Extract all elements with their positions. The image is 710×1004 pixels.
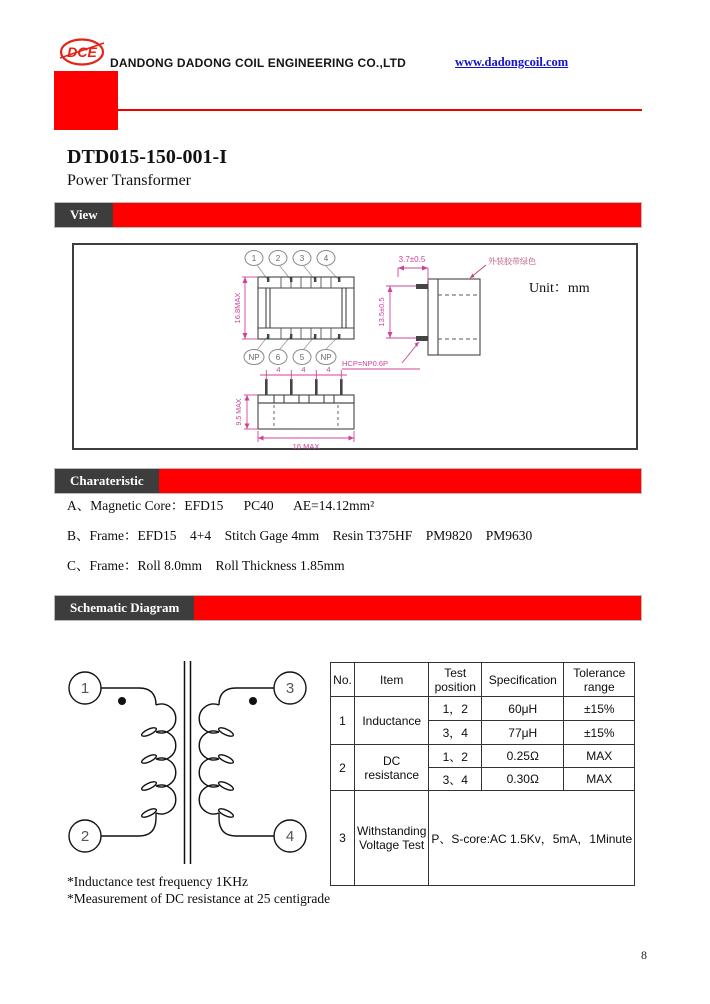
tape-note [470,256,536,278]
bottom-outline [258,395,354,429]
cell-specification: 77μH [482,721,564,745]
terminal-labels [81,680,294,845]
side-pins [416,284,428,341]
characteristic-line-a: A、Magnetic Core：EFD15 PC40 AE=14.12mm² [67,498,375,513]
pin-marks [267,277,340,339]
page-number: 8 [641,948,647,962]
cell-specification: 0.25Ω [482,745,564,768]
front-height-dimension [233,277,258,339]
svg-text:NP: NP [248,353,260,362]
cell-tolerance: ±15% [564,697,635,721]
svg-text:外装胶带绿色: 外装胶带绿色 [488,257,536,266]
characteristic-line-b: B、Frame：EFD15 4+4 Stitch Gage 4mm Resin T375HF PM9820 PM9630 [67,528,533,543]
view-drawing-box [72,243,638,450]
svg-text:DCE: DCE [67,44,97,60]
row-no: 2 [331,745,355,791]
col-header-tolerance-range: Tolerance range [564,663,635,697]
cell-test-position: 3、4 [429,768,482,791]
svg-text:4: 4 [285,828,295,845]
table-row [331,791,635,886]
cell-test-position: 1、2 [429,745,482,768]
col-header-specification: Specification [482,663,564,697]
svg-text:4: 4 [301,365,306,374]
side-height-dimension [377,286,416,338]
flange-ticks [281,277,331,339]
pin-pitch-dimension [260,365,347,380]
bottom-height-dimension [236,395,258,429]
cell-tolerance: MAX [564,768,635,791]
cell-specification: 60μH [482,697,564,721]
svg-text:4: 4 [326,365,331,374]
cell-tolerance: MAX [564,745,635,768]
svg-text:6: 6 [275,353,281,362]
terminal-circles [69,672,306,852]
secondary-winding [199,688,274,836]
cell-specification: 0.30Ω [482,768,564,791]
section-bar-schematic [54,595,642,621]
bottom-pins [265,379,343,395]
svg-text:2: 2 [80,828,90,845]
svg-text:3: 3 [299,254,305,263]
cell-test-position: 3，4 [429,721,482,745]
transformer-core-lines [185,661,191,864]
svg-text:5: 5 [299,353,305,362]
website-link[interactable]: www.dadongcoil.com [455,55,569,69]
primary-winding [101,688,176,836]
cell-withstanding-spec: P、S-core:AC 1.5Kv，5mA，1Minute [429,791,635,886]
note-inductance-frequency: *Inductance test frequency 1KHz [67,874,249,889]
unit-label: Unit：mm [529,281,590,296]
schematic-diagram [60,655,315,870]
svg-text:13.5±0.5: 13.5±0.5 [377,297,386,327]
side-outline [428,279,480,355]
row-item: Withstanding Voltage Test [355,791,429,886]
svg-text:1: 1 [251,254,257,263]
table-header-row [331,663,635,697]
svg-text:3: 3 [285,680,295,697]
svg-text:4: 4 [323,254,329,263]
svg-text:NP: NP [320,353,332,362]
row-no: 1 [331,697,355,745]
header-rule [118,109,642,111]
svg-text:1: 1 [80,680,90,697]
red-accent-block [54,71,118,130]
dce-logo-icon [58,34,106,70]
cell-test-position: 1，2 [429,697,482,721]
polarity-dots [118,697,257,705]
section-label-characteristic: Charateristic [55,469,159,493]
section-label-schematic: Schematic Diagram [55,596,194,620]
section-bar-view [54,202,642,228]
svg-text:9.5 MAX: 9.5 MAX [236,398,243,426]
bottom-hidden-lines [274,405,338,427]
col-header-test-position: Test position [429,663,482,697]
side-hidden-lines [438,295,480,339]
bottom-width-dimension [258,431,354,451]
cell-tolerance: ±15% [564,721,635,745]
svg-text:16.8MAX: 16.8MAX [233,292,242,324]
company-name: DANDONG DADONG COIL ENGINEERING CO.,LTD [110,56,407,70]
side-view-drawing [340,251,545,373]
svg-text:4: 4 [276,365,281,374]
row-item: DC resistance [355,745,429,791]
svg-text:16 MAX: 16 MAX [292,442,320,451]
section-label-view: View [55,203,113,227]
product-title: Power Transformer [67,172,191,189]
col-header-no: No. [331,663,355,697]
svg-text:2: 2 [275,254,281,263]
bottom-view-drawing [216,365,416,453]
svg-text:3.7±0.5: 3.7±0.5 [398,255,426,264]
note-dc-resistance: *Measurement of DC resistance at 25 centigrade [67,891,331,906]
table-row [331,697,635,721]
row-item: Inductance [355,697,429,745]
part-number-title: DTD015-150-001-I [67,146,227,168]
section-bar-characteristic [54,468,642,494]
col-header-item: Item [355,663,429,697]
svg-text:HCP=NP0.6P: HCP=NP0.6P [342,359,389,368]
characteristic-line-c: C、Frame：Roll 8.0mm Roll Thickness 1.85mm [67,558,345,573]
table-row [331,745,635,768]
row-no: 3 [331,791,355,886]
spec-table [330,662,635,886]
side-width-dimension [398,255,428,281]
